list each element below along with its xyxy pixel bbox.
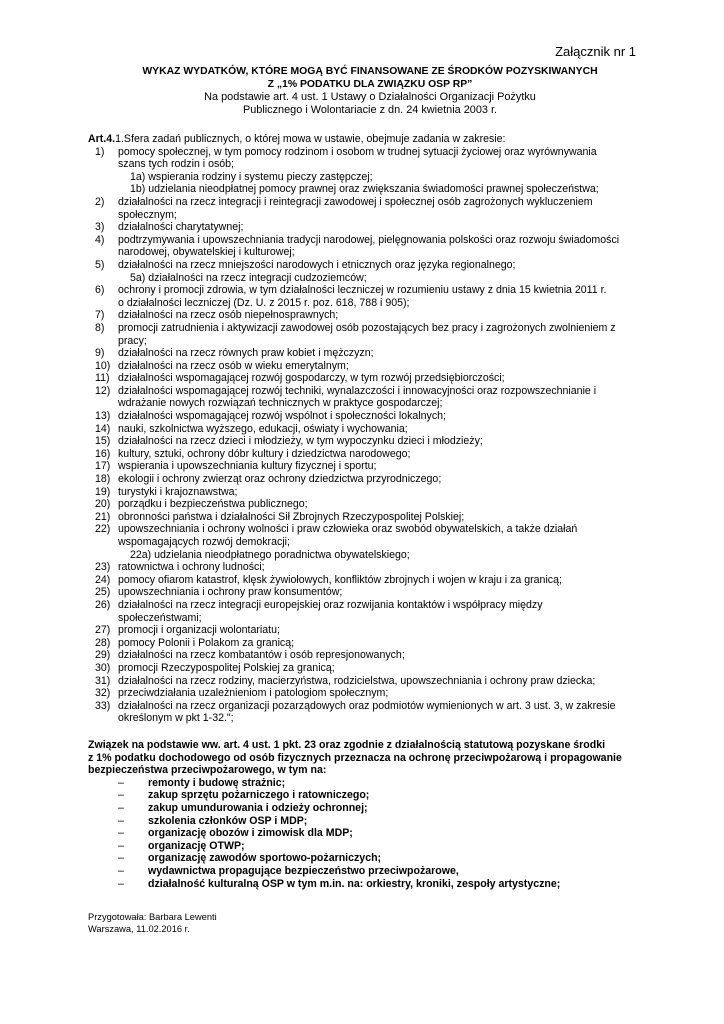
item-text-line: społecznym;	[118, 208, 177, 221]
item-number: 23)	[95, 561, 111, 574]
item-text	[118, 372, 648, 385]
list-item	[88, 675, 648, 688]
list-item	[88, 322, 648, 347]
expense-text: remonty i budowę strażnic;	[148, 776, 286, 789]
list-item	[88, 486, 648, 499]
item-number: 9)	[95, 347, 105, 360]
item-text	[118, 486, 648, 499]
item-number: 3)	[95, 221, 105, 234]
item-text-line: wspomagających rozwój demokracji;	[118, 536, 290, 548]
item-text-line: pracy;	[118, 334, 147, 347]
list-item	[88, 460, 648, 473]
list-item	[88, 700, 648, 725]
item-number: 19)	[95, 485, 111, 498]
dash-bullet-icon: –	[118, 801, 124, 814]
expense-text: zakup sprzętu pożarniczego i ratowniczego;	[148, 789, 370, 802]
list-item	[88, 649, 648, 662]
item-text	[118, 460, 648, 473]
item-number: 2)	[95, 195, 105, 208]
article-label: Art.4.	[88, 133, 116, 145]
dash-bullet-icon: –	[118, 864, 124, 877]
item-number: 12)	[95, 384, 111, 397]
item-text	[118, 675, 648, 688]
legal-basis	[80, 91, 660, 116]
item-text-line: przeciwdziałania uzależnieniom i patologiom społecznym;	[118, 687, 389, 700]
item-text-line: działalności wspomagającej rozwój wspólnot i społeczności lokalnych;	[118, 410, 446, 423]
list-item	[88, 284, 648, 309]
title-line: WYKAZ WYDATKÓW, KTÓRE MOGĄ BYĆ FINANSOWANE ZE ŚRODKÓW POZYSKIWANYCH	[142, 66, 598, 77]
list-item	[88, 221, 648, 234]
item-text-line: działalności wspomagającej rozwój techniki, wynalazczości i innowacyjności oraz rozpowszechnianie i	[118, 384, 597, 397]
expense-text: szkolenia członków OSP i MDP;	[148, 814, 308, 827]
item-text	[118, 347, 648, 360]
item-text-line: działalności na rzecz rodziny, macierzyństwa, rodzicielstwa, upowszechniania i ochrony praw dziecka;	[118, 674, 596, 687]
place-date: Warszawa, 11.02.2016 r.	[88, 923, 190, 934]
item-number: 13)	[95, 410, 111, 423]
item-text-line: promocji Rzeczypospolitej Polskiej za granicą;	[118, 661, 335, 674]
expense-text: organizację obozów i zimowisk dla MDP;	[148, 827, 353, 840]
item-text	[118, 385, 648, 410]
expense-list	[88, 777, 648, 890]
item-text	[118, 473, 648, 486]
legal-basis-line: Na podstawie art. 4 ust. 1 Ustawy o Działalności Organizacji Pożytku	[204, 91, 536, 103]
list-item	[88, 662, 648, 675]
list-item	[88, 637, 648, 650]
article-4	[88, 133, 648, 725]
item-text	[118, 586, 648, 599]
list-item	[88, 624, 648, 637]
footer	[88, 912, 217, 935]
list-item	[88, 473, 648, 486]
dash-bullet-icon: –	[118, 827, 124, 840]
item-text	[118, 435, 648, 448]
list-item	[88, 347, 648, 360]
item-text-line: promocji zatrudnienia i aktywizacji zawodowej osób pozostających bez pracy i zagrożonych zwolnieniem z	[118, 321, 616, 334]
expense-item	[88, 827, 648, 840]
list-item	[88, 360, 648, 373]
item-number: 26)	[95, 598, 111, 611]
item-number: 22)	[95, 523, 111, 536]
legal-basis-line: Publicznego i Wolontariacie z dn. 24 kwietnia 2003 r.	[242, 103, 498, 116]
list-item	[88, 196, 648, 221]
task-list	[88, 146, 648, 725]
expense-text: organizację zawodów sportowo-pożarniczych;	[148, 852, 382, 865]
list-item	[88, 448, 648, 461]
expense-item	[88, 840, 648, 853]
list-item	[88, 687, 648, 700]
item-text	[118, 196, 648, 221]
list-subitem: 1b) udzielania nieodpłatnej pomocy prawnej oraz zwiększania świadomości prawnej społeczeństwa;	[130, 183, 599, 196]
item-text-line: działalności na rzecz kombatantów i osób represjonowanych;	[118, 649, 405, 662]
item-text-line: działalności na rzecz osób w wieku emerytalnym;	[118, 359, 349, 372]
item-text	[118, 146, 648, 171]
list-item	[88, 146, 648, 171]
item-text	[118, 360, 648, 373]
list-item	[88, 523, 648, 548]
item-text-line: określonym w pkt 1-32.";	[118, 712, 234, 725]
item-text-line: wspierania i upowszechniania kultury fizycznej i sportu;	[118, 460, 377, 473]
item-number: 28)	[95, 636, 111, 649]
item-number: 8)	[95, 321, 105, 334]
item-number: 27)	[95, 624, 111, 637]
dash-bullet-icon: –	[118, 852, 124, 865]
item-text	[118, 284, 648, 309]
item-text	[118, 221, 648, 234]
item-text-line: narodowej, obywatelskiej i kulturowej;	[118, 246, 295, 259]
expense-item	[88, 789, 648, 802]
item-text	[118, 523, 648, 548]
list-item	[88, 259, 648, 272]
item-text	[118, 410, 648, 423]
item-text-line: działalności na rzecz osób niepełnosprawnych;	[118, 309, 339, 322]
expense-text: zakup umundurowania i odzieży ochronnej;	[148, 801, 368, 814]
item-text-line: pomocy Polonii i Polakom za granicą;	[118, 636, 295, 649]
union-paragraph	[88, 739, 648, 777]
item-text-line: społeczeństwami;	[118, 611, 202, 624]
item-text-line: działalności na rzecz integracji europejskiej oraz rozwijania kontaktów i współpracy między	[118, 598, 543, 611]
item-text	[118, 599, 648, 624]
item-text-line: działalności na rzecz mniejszości narodowych i etnicznych oraz języka regionalnego;	[118, 258, 516, 271]
item-number: 31)	[95, 674, 111, 687]
item-text-line: pomocy ofiarom katastrof, klęsk żywiołowych, konfliktów zbrojnych i wojen w kraju i za granicą;	[118, 573, 562, 586]
expense-item	[88, 852, 648, 865]
item-number: 5)	[95, 258, 105, 271]
expense-item	[88, 802, 648, 815]
list-item	[88, 234, 648, 259]
expense-item	[88, 815, 648, 828]
item-text-line: promocji i organizacji wolontariatu;	[118, 624, 280, 637]
item-text-line: o działalności leczniczej (Dz. U. z 2015 r. poz. 618, 788 i 905);	[118, 296, 410, 309]
item-text-line: nauki, szkolnictwa wyższego, edukacji, oświaty i wychowania;	[118, 422, 408, 435]
list-item	[88, 385, 648, 410]
item-text	[118, 687, 648, 700]
list-item	[88, 574, 648, 587]
list-subitem: 1a) wspierania rodziny i systemu pieczy zastępczej;	[130, 170, 373, 183]
item-text-line: działalności na rzecz dzieci i młodzieży, w tym wypoczynku dzieci i młodzieży;	[118, 435, 483, 448]
item-text	[118, 624, 648, 637]
item-text-line: ekologii i ochrony zwierząt oraz ochrony dziedzictwa przyrodniczego;	[118, 473, 442, 486]
item-number: 10)	[95, 359, 111, 372]
item-text	[118, 234, 648, 259]
item-number: 33)	[95, 699, 111, 712]
union-section	[88, 739, 648, 890]
prepared-by: Przygotowała: Barbara Lewenti	[88, 912, 217, 922]
union-paragraph-line: bezpieczeństwa przeciwpożarowego, w tym na:	[88, 764, 327, 777]
list-item	[88, 586, 648, 599]
item-number: 30)	[95, 661, 111, 674]
expense-item	[88, 865, 648, 878]
expense-text: organizację OTWP;	[148, 839, 245, 852]
list-subitem: 22a) udzielania nieodpłatnego poradnictwa obywatelskiego;	[130, 548, 410, 561]
list-item	[88, 410, 648, 423]
article-intro	[88, 133, 648, 146]
item-text	[118, 561, 648, 574]
item-number: 20)	[95, 498, 111, 511]
item-text	[118, 649, 648, 662]
list-item	[88, 561, 648, 574]
item-text	[118, 574, 648, 587]
expense-text: działalność kulturalną OSP w tym m.in. na: orkiestry, kroniki, zespoły artystyczne;	[148, 877, 561, 890]
list-item	[88, 498, 648, 511]
item-number: 15)	[95, 435, 111, 448]
item-text	[118, 498, 648, 511]
item-text-line: działalności na rzecz integracji i reintegracji zawodowej i społecznej osób zagrożonych wykluczeniem	[118, 195, 593, 208]
item-text-line: podtrzymywania i upowszechniania tradycji narodowej, pielęgnowania polskości oraz rozwoju świadomości	[118, 233, 620, 246]
item-text-line: pomocy społecznej, w tym pomocy rodzinom i osobom w trudnej sytuacji życiowej oraz wyrównywania	[118, 145, 597, 158]
item-number: 18)	[95, 473, 111, 486]
item-text-line: turystyki i krajoznawstwa;	[118, 485, 238, 498]
item-number: 4)	[95, 233, 105, 246]
item-text-line: działalności wspomagającej rozwój gospodarczy, w tym rozwój przedsiębiorczości;	[118, 372, 505, 385]
expense-text: wydawnictwa propagujące bezpieczeństwo przeciwpożarowe,	[148, 864, 459, 877]
list-item	[88, 309, 648, 322]
list-item	[88, 435, 648, 448]
item-number: 7)	[95, 309, 105, 322]
item-number: 6)	[95, 284, 105, 297]
union-paragraph-line: z 1% podatku dochodowego od osób fizycznych przeznacza na ochronę przeciwpożarową i propagowanie	[88, 751, 622, 764]
document-title	[80, 66, 660, 91]
expense-item	[88, 878, 648, 891]
item-number: 25)	[95, 586, 111, 599]
dash-bullet-icon: –	[118, 789, 124, 802]
item-text-line: upowszechniania i ochrony praw konsumentów;	[118, 586, 343, 599]
item-text-line: szans tych rodzin i osób;	[118, 158, 234, 171]
item-text-line: kultury, sztuki, ochrony dóbr kultury i dziedzictwa narodowego;	[118, 447, 411, 460]
item-number: 29)	[95, 649, 111, 662]
list-subitem: 5a) działalności na rzecz integracji cudzoziemców;	[130, 271, 367, 284]
annex-label: Załącznik nr 1	[555, 44, 636, 59]
item-text	[118, 700, 648, 725]
item-number: 32)	[95, 687, 111, 700]
title-line: Z „1% PODATKU DLA ZWIĄZKU OSP RP”	[267, 78, 473, 90]
item-number: 14)	[95, 422, 111, 435]
item-number: 21)	[95, 510, 111, 523]
dash-bullet-icon: –	[118, 839, 124, 852]
union-paragraph-line: Związek na podstawie ww. art. 4 ust. 1 pkt. 23 oraz zgodnie z działalnością statutową pozyskane środki	[88, 739, 606, 751]
item-text-line: działalności charytatywnej;	[118, 221, 244, 234]
dash-bullet-icon: –	[118, 814, 124, 827]
item-text	[118, 637, 648, 650]
list-item	[88, 423, 648, 436]
list-item	[88, 599, 648, 624]
item-text-line: działalności na rzecz równych praw kobiet i mężczyzn;	[118, 347, 374, 360]
list-item	[88, 511, 648, 524]
item-text	[118, 448, 648, 461]
item-text-line: wdrażanie nowych rozwiązań technicznych w praktyce gospodarczej;	[118, 397, 443, 410]
article-intro-text: 1.Sfera zadań publicznych, o której mowa w ustawie, obejmuje zadania w zakresie:	[115, 133, 506, 145]
item-text-line: ochrony i promocji zdrowia, w tym działalności leczniczej w rozumieniu ustawy z dnia 15 kwietnia 2011 r.	[118, 284, 607, 297]
item-number: 1)	[95, 145, 105, 158]
item-text-line: upowszechniania i ochrony wolności i praw człowieka oraz swobód obywatelskich, a także działań	[118, 523, 578, 536]
item-text	[118, 309, 648, 322]
item-text-line: ratownictwa i ochrony ludności;	[118, 561, 265, 574]
item-text	[118, 423, 648, 436]
dash-bullet-icon: –	[118, 776, 124, 789]
item-text-line: działalności na rzecz organizacji pozarządowych oraz podmiotów wymienionych w art. 3 ust. 3, w zakresie	[118, 699, 616, 712]
list-item	[88, 372, 648, 385]
item-text-line: porządku i bezpieczeństwa publicznego;	[118, 498, 308, 511]
expense-item	[88, 777, 648, 790]
dash-bullet-icon: –	[118, 877, 124, 890]
item-text	[118, 322, 648, 347]
item-number: 11)	[95, 372, 110, 385]
item-number: 16)	[95, 447, 111, 460]
item-text	[118, 511, 648, 524]
item-text	[118, 662, 648, 675]
item-text-line: obronności państwa i działalności Sił Zbrojnych Rzeczypospolitej Polskiej;	[118, 510, 465, 523]
item-number: 17)	[95, 460, 111, 473]
item-number: 24)	[95, 573, 111, 586]
item-text	[118, 259, 648, 272]
